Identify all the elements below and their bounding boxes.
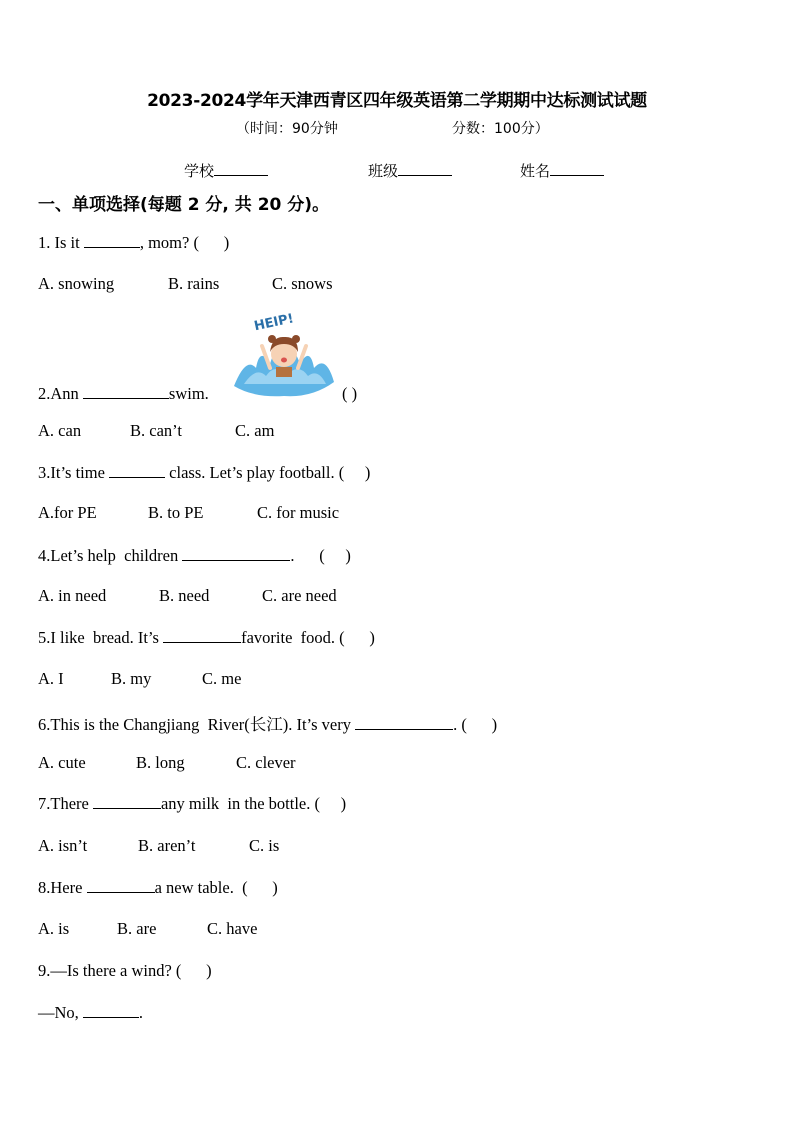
question-text: 7.There	[38, 794, 93, 813]
class-field[interactable]	[368, 160, 452, 181]
answer-blank[interactable]	[83, 384, 169, 399]
option-c: C. am	[235, 421, 275, 440]
name-label: 姓名	[520, 162, 551, 180]
question-1	[38, 233, 229, 253]
question-9: 9.—Is there a wind? ( )	[38, 961, 212, 980]
option-b: B. are	[117, 919, 157, 938]
option-c: C. are need	[262, 586, 337, 605]
option-a: A. is	[38, 919, 70, 938]
option-a: A. in need	[38, 586, 107, 605]
question-2	[38, 384, 209, 404]
exam-score: 分数：100分）	[452, 121, 549, 137]
question-text: , mom? ( )	[139, 233, 230, 252]
option-b: B. my	[111, 669, 152, 688]
question-text: any milk in the bottle. ( )	[160, 794, 347, 813]
option-b: B. aren’t	[138, 836, 196, 855]
option-c: C. snows	[272, 274, 333, 293]
question-text: 6.This is the Changjiang River(长江). It’s very	[38, 715, 356, 734]
answer-blank[interactable]	[87, 878, 155, 893]
school-label: 学校	[184, 162, 215, 180]
svg-text:HEIP!: HEIP!	[252, 311, 296, 335]
page-title: 2023-2024学年天津西青区四年级英语第二学期期中达标测试试题	[147, 91, 647, 111]
question-8	[38, 878, 278, 898]
question-9-answer	[38, 1003, 143, 1023]
answer-blank[interactable]	[182, 546, 290, 561]
question-5	[38, 628, 375, 648]
question-text: 3.It’s time	[38, 463, 110, 482]
question-text: —No,	[38, 1003, 83, 1022]
question-3	[38, 463, 370, 483]
exam-time: （时间：90分钟	[236, 121, 338, 137]
option-c: C. me	[202, 669, 242, 688]
question-text: . ( )	[290, 546, 351, 565]
option-a: A. I	[38, 669, 64, 688]
answer-blank[interactable]	[163, 628, 241, 643]
question-text: 5.I like bread. It’s	[38, 628, 164, 647]
option-c: C. clever	[236, 753, 296, 772]
question-text: swim.	[168, 384, 209, 403]
answer-blank[interactable]	[355, 715, 453, 730]
answer-blank[interactable]	[93, 794, 161, 809]
option-c: C. is	[249, 836, 280, 855]
girl-drowning-help-illustration	[226, 306, 342, 402]
question-text: 4.Let’s help children	[38, 546, 183, 565]
answer-blank[interactable]	[109, 463, 165, 478]
question-text: class. Let’s play football. ( )	[165, 463, 371, 482]
section-heading: 一、单项选择(每题 2 分, 共 20 分)。	[38, 195, 330, 215]
answer-blank[interactable]	[83, 1003, 139, 1018]
question-text: 8.Here	[38, 878, 87, 897]
option-a: A. can	[38, 421, 82, 440]
question-text: 2.Ann	[38, 384, 83, 403]
name-blank[interactable]	[550, 161, 604, 176]
option-a: A.for PE	[38, 503, 97, 522]
answer-blank[interactable]	[84, 233, 140, 248]
option-b: B. can’t	[130, 421, 182, 440]
question-text: a new table. ( )	[154, 878, 278, 897]
question-text: . ( )	[453, 715, 498, 734]
option-c: C. have	[207, 919, 258, 938]
school-blank[interactable]	[214, 161, 268, 176]
answer-parentheses[interactable]: ( )	[342, 384, 358, 403]
option-a: A. isn’t	[38, 836, 88, 855]
question-text: favorite food. ( )	[241, 628, 375, 647]
option-b: B. need	[159, 586, 210, 605]
school-field[interactable]	[184, 160, 268, 181]
question-7	[38, 794, 346, 814]
option-a: A. cute	[38, 753, 86, 772]
class-label: 班级	[368, 162, 399, 180]
question-text: .	[138, 1003, 144, 1022]
question-text: 1. Is it	[38, 233, 84, 252]
question-6	[38, 711, 497, 735]
option-b: B. long	[136, 753, 185, 772]
class-blank[interactable]	[398, 161, 452, 176]
question-4	[38, 546, 351, 566]
option-b: B. rains	[168, 274, 220, 293]
name-field[interactable]	[520, 160, 604, 181]
option-a: A. snowing	[38, 274, 115, 293]
option-c: C. for music	[257, 503, 340, 522]
option-b: B. to PE	[148, 503, 204, 522]
